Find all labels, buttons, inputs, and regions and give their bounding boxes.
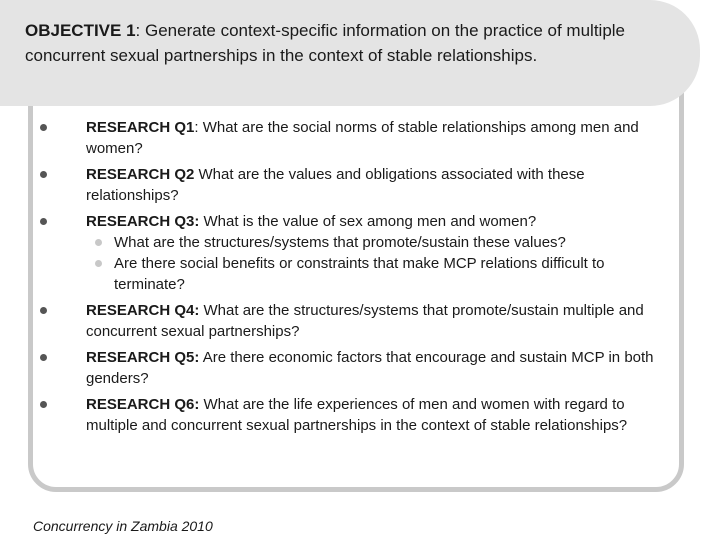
- sub-item-text: Are there social benefits or constraints that make MCP relations difficult to terminate?: [114, 255, 605, 293]
- question-label: RESEARCH Q4:: [86, 302, 200, 319]
- bullet-icon: [40, 401, 47, 408]
- question-text: What is the value of sex among men and women?: [199, 213, 537, 230]
- question-label: RESEARCH Q3:: [86, 213, 200, 230]
- objective-title: [0, 0, 700, 106]
- question-label: RESEARCH Q2: [86, 166, 195, 183]
- question-text: Are there economic factors that encourage and sustain MCP in both genders?: [86, 349, 654, 387]
- sub-list: [86, 232, 670, 295]
- footer-caption: Concurrency in Zambia 2010: [33, 518, 213, 534]
- list-item-q3: [40, 211, 670, 295]
- sub-list-item: [86, 253, 670, 295]
- question-text: What are the life experiences of men and women with regard to multiple and concurrent sexual partnerships in the context of stable relationships?: [86, 396, 628, 434]
- objective-lead: OBJECTIVE 1: [25, 21, 136, 40]
- bullet-icon: [40, 124, 47, 131]
- list-item-q2: [40, 164, 670, 206]
- question-text: What are the structures/systems that promote/sustain multiple and concurrent sexual partnerships?: [86, 302, 644, 340]
- list-item-q6: [40, 394, 670, 436]
- question-label: RESEARCH Q6:: [86, 396, 200, 413]
- bullet-icon: [40, 354, 47, 361]
- sub-bullet-icon: [95, 260, 102, 267]
- question-text: What are the values and obligations associated with these relationships?: [86, 166, 585, 204]
- bullet-icon: [40, 171, 47, 178]
- objective-text: : Generate context-specific information on the practice of multiple concurrent sexual partnerships in the context of stable relationships.: [25, 21, 626, 65]
- question-text: : What are the social norms of stable relationships among men and women?: [86, 119, 639, 157]
- sub-list-item: [86, 232, 670, 253]
- list-item-q5: [40, 347, 670, 389]
- question-label: RESEARCH Q5:: [86, 349, 200, 366]
- question-label: RESEARCH Q1: [86, 119, 195, 136]
- list-item-q1: [40, 117, 670, 159]
- sub-item-text: What are the structures/systems that promote/sustain these values?: [114, 234, 566, 251]
- sub-bullet-icon: [95, 239, 102, 246]
- research-questions-list: [40, 117, 670, 441]
- list-item-q4: [40, 300, 670, 342]
- bullet-icon: [40, 307, 47, 314]
- bullet-icon: [40, 218, 47, 225]
